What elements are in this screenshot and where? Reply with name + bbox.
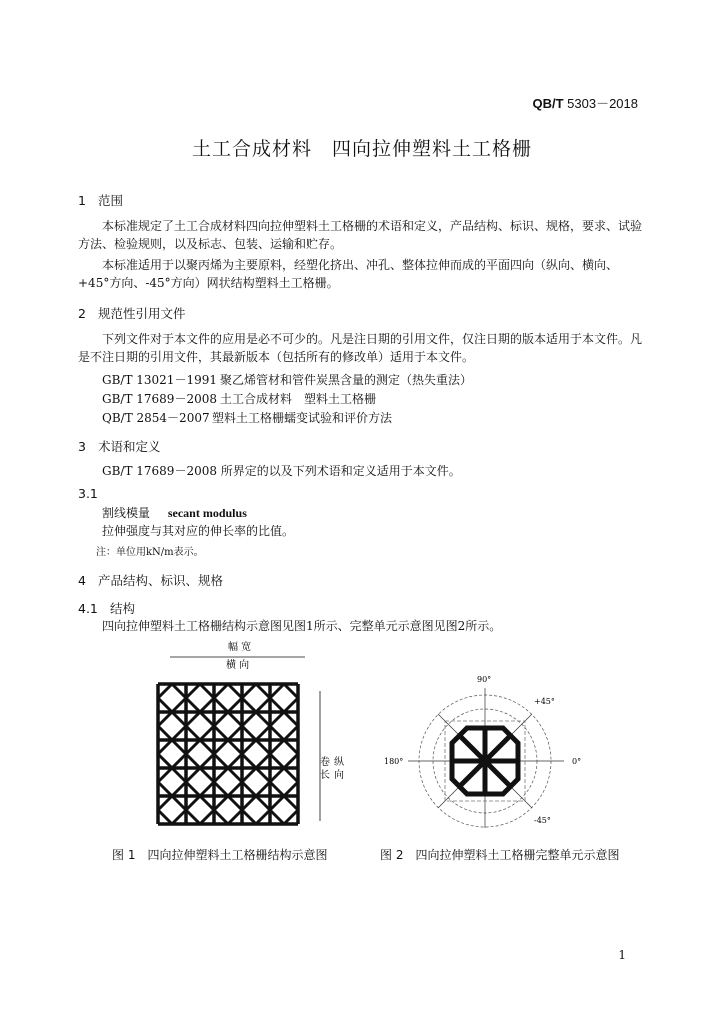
figure-1-diagonal-rib: [200, 768, 214, 782]
figure-1-diagonal-rib: [242, 712, 256, 726]
figure-1-diagonal-rib: [256, 796, 270, 810]
figure-1-diagonal-rib: [214, 684, 228, 698]
figure-1-diagonal-rib: [158, 740, 172, 754]
standard-code-prefix: QB/T: [532, 96, 564, 111]
figure-1-diagonal-rib: [256, 810, 270, 824]
figure-1-diagonal-rib: [200, 796, 214, 810]
page-number: 1: [618, 948, 626, 962]
section-1-heading: [78, 191, 123, 209]
figure-1-diagonal-rib: [214, 768, 228, 782]
figure-1-grid: [158, 684, 298, 824]
figure-1-diagonal-rib: [242, 810, 256, 824]
figure-1-diagonal-rib: [270, 712, 284, 726]
figure-1-diagonal-rib: [270, 754, 284, 768]
figure-1-diagonal-rib: [158, 782, 172, 796]
figure-2-caption: 图 2 四向拉伸塑料土工格栅完整单元示意图: [380, 848, 620, 862]
figure-1-width-label: 幅 宽: [228, 642, 252, 653]
section-number: 3: [78, 439, 86, 454]
subsection-3-1-number: 3.1: [78, 486, 98, 501]
section-number: 4: [78, 573, 86, 588]
figure-1-diagonal-rib: [242, 726, 256, 740]
figure-1-diagonal-rib: [200, 698, 214, 712]
reference-title: 土工合成材料 塑料土工格栅: [220, 392, 377, 406]
reference-title: 塑料土工格栅蠕变试验和评价方法: [212, 411, 393, 425]
figure-1-diagonal-rib: [200, 712, 214, 726]
subsection-title: 结构: [110, 601, 136, 616]
figure-1-diagonal-rib: [186, 782, 200, 796]
figure-1-diagonal-rib: [200, 754, 214, 768]
figure-1-diagonal-rib: [242, 684, 256, 698]
section-number: 1: [78, 193, 86, 208]
figure-1-diagonal-rib: [172, 796, 186, 810]
figure-1-diagonal-rib: [186, 768, 200, 782]
figure-1-diagonal-rib: [214, 796, 228, 810]
figure-1-diagonal-rib: [228, 768, 242, 782]
figure-1-transverse-label: 横 向: [226, 660, 250, 671]
reference-item: [102, 371, 472, 388]
figure-1-diagonal-rib: [172, 810, 186, 824]
section-4-heading: [78, 571, 223, 589]
figure-1-diagonal-rib: [158, 712, 172, 726]
figure-1-diagonal-rib: [228, 782, 242, 796]
figure-1-diagonal-rib: [228, 698, 242, 712]
figure-1-diagonal-rib: [256, 740, 270, 754]
figure-1-diagonal-rib: [158, 754, 172, 768]
reference-code: QB/T 2854－2007: [102, 411, 210, 425]
subsection-number: 4.1: [78, 601, 98, 616]
figure-1-diagonal-rib: [242, 698, 256, 712]
figure-1-diagonal-rib: [256, 754, 270, 768]
figure-1-diagonal-rib: [270, 810, 284, 824]
figure-1-diagonal-rib: [186, 754, 200, 768]
section-1-para-2: 本标准适用于以聚丙烯为主要原料，经塑化挤出、冲孔、整体拉伸而成的平面四向（纵向、横向、+45°方向、-45°方向）网状结构塑料土工格栅。: [78, 258, 619, 290]
figure-1-diagonal-rib: [284, 782, 298, 796]
section-3-para-1: GB/T 17689－2008 所界定的以及下列术语和定义适用于本文件。: [102, 464, 461, 478]
figure-1-diagonal-rib: [200, 740, 214, 754]
section-number: 2: [78, 306, 86, 321]
figure-1-diagonal-rib: [186, 726, 200, 740]
reference-item: [102, 390, 376, 407]
section-2-para-1: 下列文件对于本文件的应用是必不可少的。凡是注日期的引用文件，仅注日期的版本适用于本文件。凡是不注日期的引用文件，其最新版本（包括所有的修改单）适用于本文件。: [78, 332, 643, 364]
figure-1-diagonal-rib: [284, 712, 298, 726]
standard-code: [532, 93, 638, 112]
figure-1-diagonal-rib: [256, 684, 270, 698]
figure-1-diagonal-rib: [172, 782, 186, 796]
figure-1-diagonal-rib: [158, 768, 172, 782]
figure-1-diagonal-rib: [172, 712, 186, 726]
figure-1-diagonal-rib: [172, 740, 186, 754]
figure-1-diagonal-rib: [200, 684, 214, 698]
figure-1-diagonal-rib: [158, 796, 172, 810]
figure-1-diagonal-rib: [172, 698, 186, 712]
figure-1-diagonal-rib: [214, 698, 228, 712]
figure-2-unit-diagram: [378, 668, 598, 828]
term-note: 注：单位用kN/m表示。: [96, 547, 204, 558]
section-title: 范围: [98, 193, 124, 208]
figure-1-diagonal-rib: [284, 768, 298, 782]
reference-title: 聚乙烯管材和管件炭黑含量的测定（热失重法）: [220, 373, 473, 387]
figure-1-diagonal-rib: [242, 796, 256, 810]
figure-1-diagonal-rib: [256, 768, 270, 782]
figure-1-diagonal-rib: [214, 726, 228, 740]
figure-1-diagonal-rib: [158, 698, 172, 712]
figure-1-diagonal-rib: [158, 684, 172, 698]
figure-1-diagonal-rib: [214, 740, 228, 754]
figure-1-diagonal-rib: [284, 684, 298, 698]
section-1-para-1: 本标准规定了土工合成材料四向拉伸塑料土工格栅的术语和定义，产品结构、标识、规格，要求、试验方法、检验规则，以及标志、包装、运输和贮存。: [78, 219, 643, 251]
figure-1-diagonal-rib: [284, 754, 298, 768]
figure-1-diagonal-rib: [186, 810, 200, 824]
figure-2-angle-plus45: +45°: [534, 697, 555, 706]
figure-1-diagonal-rib: [186, 684, 200, 698]
section-2-heading: [78, 304, 186, 322]
figure-1-diagonal-rib: [158, 726, 172, 740]
figure-1-diagonal-rib: [284, 796, 298, 810]
figure-1-caption: 图 1 四向拉伸塑料土工格栅结构示意图: [112, 848, 328, 862]
section-3-heading: [78, 437, 161, 455]
figure-1-diagonal-rib: [172, 754, 186, 768]
figure-1-diagonal-rib: [228, 754, 242, 768]
figure-1-diagonal-rib: [242, 754, 256, 768]
figure-2-angle-minus45: -45°: [534, 816, 551, 825]
reference-code: GB/T 13021－1991: [102, 373, 217, 387]
figure-2-angle-90: 90°: [477, 675, 492, 684]
term-chinese: 割线模量: [102, 506, 151, 520]
term-definition: 拉伸强度与其对应的伸长率的比值。: [102, 524, 295, 538]
term-english: secant modulus: [167, 506, 247, 520]
figure-1-diagonal-rib: [242, 740, 256, 754]
figure-1-diagonal-rib: [200, 782, 214, 796]
figure-2-angle-0: 0°: [572, 757, 582, 766]
figure-1-diagonal-rib: [228, 796, 242, 810]
figure-1-diagonal-rib: [284, 740, 298, 754]
figure-1-diagonal-rib: [228, 726, 242, 740]
figure-1-diagonal-rib: [270, 726, 284, 740]
subsection-4-1-heading: [78, 599, 135, 617]
figure-1-diagonal-rib: [270, 740, 284, 754]
figure-1-diagonal-rib: [186, 698, 200, 712]
figure-1-diagonal-rib: [214, 712, 228, 726]
section-title: 产品结构、标识、规格: [98, 573, 224, 588]
figure-1-diagonal-rib: [172, 684, 186, 698]
figure-1-diagonal-rib: [256, 782, 270, 796]
figure-1-diagonal-rib: [270, 768, 284, 782]
figure-1-diagonal-rib: [214, 810, 228, 824]
figure-1-diagonal-rib: [284, 810, 298, 824]
figure-1-diagonal-rib: [242, 782, 256, 796]
figure-1-diagonal-rib: [228, 684, 242, 698]
standard-code-number: 5303－2018: [563, 96, 638, 111]
figure-1-diagonal-rib: [228, 712, 242, 726]
figure-1-diagonal-rib: [270, 782, 284, 796]
figure-1-diagonal-rib: [186, 712, 200, 726]
figure-2-angle-180: 180°: [384, 757, 404, 766]
figure-1-diagonal-rib: [228, 810, 242, 824]
figure-1-diagonal-rib: [256, 726, 270, 740]
figure-1-diagonal-rib: [214, 782, 228, 796]
figure-1-geogrid-diagram: [140, 636, 355, 836]
figure-1-diagonal-rib: [228, 740, 242, 754]
figure-1-diagonal-rib: [214, 754, 228, 768]
figure-1-diagonal-rib: [256, 698, 270, 712]
document-title: 土工合成材料 四向拉伸塑料土工格栅: [191, 138, 532, 160]
section-title: 术语和定义: [98, 439, 161, 454]
figure-1-diagonal-rib: [270, 684, 284, 698]
figure-1-diagonal-rib: [270, 796, 284, 810]
figure-1-diagonal-rib: [186, 796, 200, 810]
figure-1-diagonal-rib: [284, 698, 298, 712]
figure-1-diagonal-rib: [158, 810, 172, 824]
figure-1-roll-length-label: 卷 长: [317, 756, 329, 780]
figure-1-diagonal-rib: [242, 768, 256, 782]
figure-1-diagonal-rib: [284, 726, 298, 740]
figure-1-diagonal-rib: [172, 726, 186, 740]
figure-1-diagonal-rib: [200, 810, 214, 824]
figure-1-longitudinal-label: 纵 向: [331, 756, 343, 780]
section-4-1-para: 四向拉伸塑料土工格栅结构示意图见图1所示、完整单元示意图见图2所示。: [102, 619, 502, 633]
figure-1-diagonal-rib: [270, 698, 284, 712]
term-entry: [102, 504, 247, 521]
section-title: 规范性引用文件: [98, 306, 186, 321]
reference-code: GB/T 17689－2008: [102, 392, 217, 406]
figure-1-diagonal-rib: [172, 768, 186, 782]
figure-1-diagonal-rib: [256, 712, 270, 726]
figure-1-diagonal-rib: [186, 740, 200, 754]
reference-item: [102, 409, 392, 426]
figure-1-diagonal-rib: [200, 726, 214, 740]
